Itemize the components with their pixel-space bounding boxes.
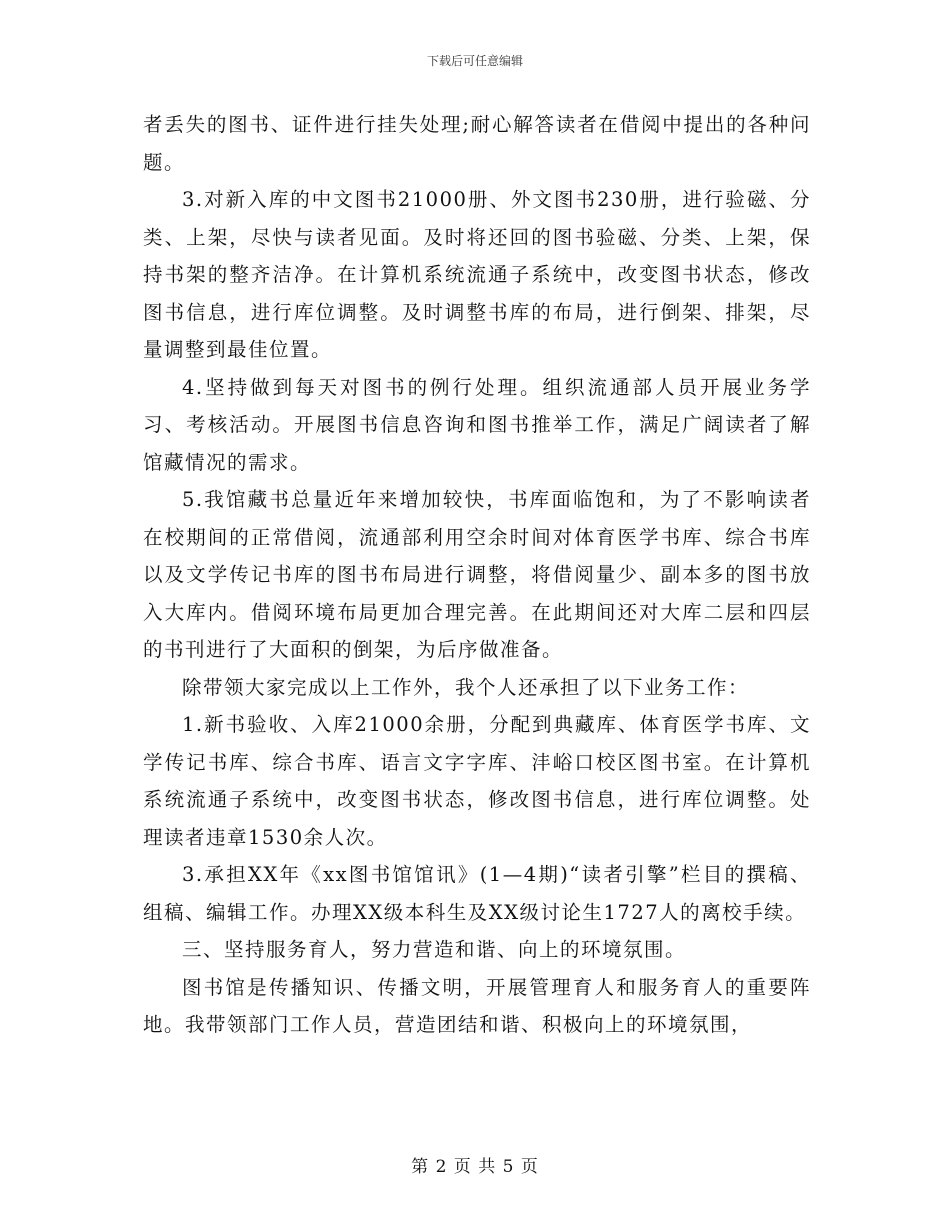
paragraph-7: 3.承担XX年《xx图书馆馆讯》(1—4期)“读者引擎”栏目的撰稿、组稿、编辑工作。办理XX级本科生及XX级讨论生1727人的离校手续。 <box>143 863 811 924</box>
paragraph-8: 三、坚持服务育人，努力营造和谐、向上的环境氛围。 <box>182 938 687 961</box>
page-number-footer: 第 2 页 共 5 页 <box>411 1157 539 1177</box>
paragraph-3: 4.坚持做到每天对图书的例行处理。组织流通部人员开展业务学习、考核活动。开展图书信息咨询和图书推举工作，满足广阔读者了解馆藏情况的需求。 <box>143 375 811 474</box>
paragraph-1: 者丢失的图书、证件进行挂失处理;耐心解答读者在借阅中提出的各种问题。 <box>143 113 811 174</box>
paragraph-2: 3.对新入库的中文图书21000册、外文图书230册，进行验磁、分类、上架，尽快与读者见面。及时将还回的图书验磁、分类、上架，保持书架的整齐洁净。在计算机系统流通子系统中，改变图书状态，修改图书信息，进行库位调整。及时调整书库的布局，进行倒架、排架，尽量调整到最佳位置。 <box>143 188 811 361</box>
page-header-note: 下载后可任意编辑 <box>426 54 523 68</box>
paragraph-6: 1.新书验收、入库21000余册，分配到典藏库、体育医学书库、文学传记书库、综合书库、语言文字字库、沣峪口校区图书室。在计算机系统流通子系统中，改变图书状态，修改图书信息，进行库位调整。处理读者违章1530余人次。 <box>143 713 811 849</box>
paragraph-5: 除带领大家完成以上工作外，我个人还承担了以下业务工作： <box>182 675 750 699</box>
document-body <box>143 106 811 1044</box>
paragraph-4: 5.我馆藏书总量近年来增加较快，书库面临饱和，为了不影响读者在校期间的正常借阅，流通部利用空余时间对体育医学书库、综合书库以及文学传记书库的图书布局进行调整，将借阅量少、副本多的图书放入大库内。借阅环境布局更加合理完善。在此期间还对大库二层和四层的书刊进行了大面积的倒架，为后序做准备。 <box>143 488 811 661</box>
paragraph-9: 图书馆是传播知识、传播文明，开展管理育人和服务育人的重要阵地。我带领部门工作人员，营造团结和谐、积极向上的环境氛围， <box>143 975 811 1036</box>
